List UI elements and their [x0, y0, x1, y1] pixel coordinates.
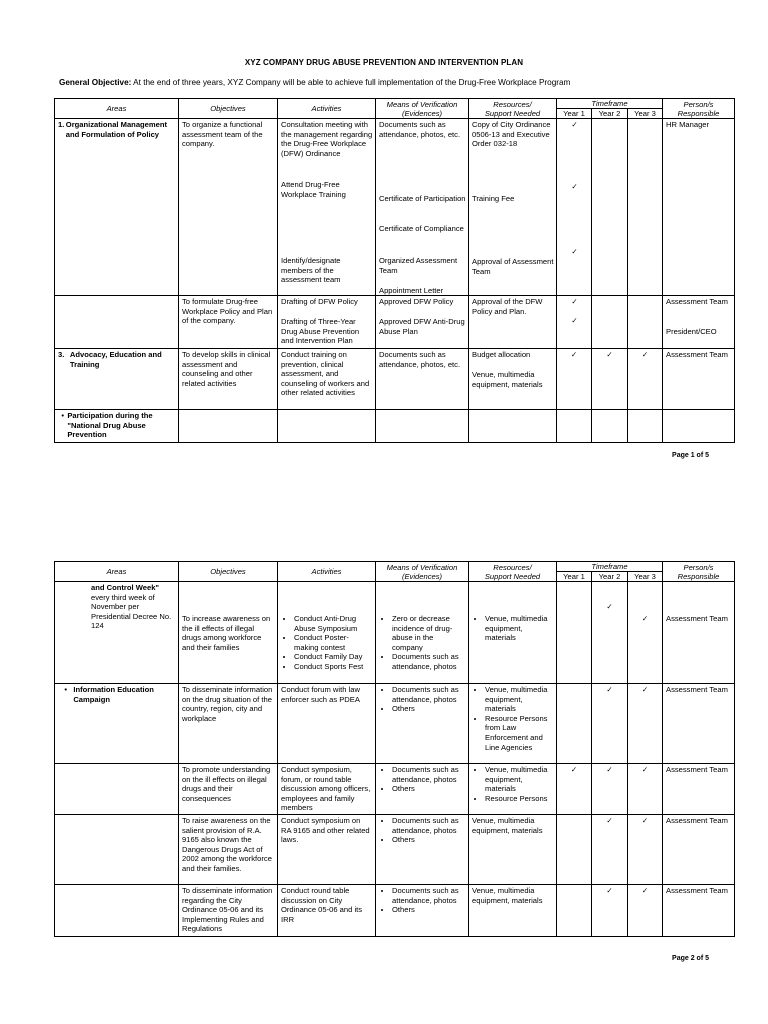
resources-list	[472, 685, 553, 752]
year3-cell	[628, 296, 663, 349]
area-cell	[55, 119, 179, 296]
list-item: • Others	[392, 704, 465, 714]
person-cell: Assessment Team	[663, 582, 735, 684]
means-text: Certificate of Participation	[379, 194, 466, 203]
list-item: • Documents such as attendance, photos	[392, 816, 465, 835]
list-item: • Documents such as attendance, photos	[392, 765, 465, 784]
resources-cell	[469, 349, 557, 410]
year3-cell	[628, 410, 663, 443]
means-list	[379, 765, 465, 794]
year2-cell: ✓	[592, 884, 628, 936]
area-cell	[55, 884, 179, 936]
objective-cell: To raise awareness on the salient provision of R.A. 9165 also known the Dangerous Drugs Act of 2002 among the workforce and their families.	[179, 814, 278, 884]
area-title: Advocacy, Education and Training	[69, 350, 162, 369]
header-timeframe: Timeframe	[557, 99, 663, 109]
area-number: 1.	[58, 120, 65, 129]
list-item: • Conduct Sports Fest	[294, 662, 372, 672]
list-item: • Venue, multimedia equipment, materials	[485, 765, 553, 794]
year1-cell	[557, 884, 592, 936]
resource-text: Budget allocation	[472, 350, 531, 359]
area-title: Organizational Management and Formulation of Policy	[65, 120, 168, 139]
header-year-3: Year 3	[628, 109, 663, 119]
list-item: • Documents such as attendance, photos	[392, 886, 465, 905]
header-person-line1: Person/s	[683, 99, 714, 109]
header-person-line2: Responsible	[677, 571, 720, 581]
header-year-2: Year 2	[592, 109, 628, 119]
person-cell: HR Manager	[663, 119, 735, 296]
document-title: XYZ COMPANY DRUG ABUSE PREVENTION AND INTERVENTION PLAN	[244, 58, 524, 67]
header-areas: Areas	[55, 99, 179, 119]
area-cell	[55, 814, 179, 884]
objective-cell	[179, 410, 278, 443]
check-mark: ✓	[571, 297, 578, 306]
bullet-icon: •	[61, 411, 65, 420]
year3-cell: ✓	[628, 582, 663, 684]
table-row	[55, 684, 735, 764]
header-means-line2: (Evidences)	[401, 571, 443, 581]
means-cell	[376, 296, 469, 349]
year2-cell: ✓	[592, 684, 628, 764]
header-activities: Activities	[278, 99, 376, 119]
list-item: • Documents such as attendance, photos	[392, 685, 465, 704]
person-text: President/CEO	[666, 327, 717, 336]
area-cell	[55, 684, 179, 764]
year2-cell	[592, 296, 628, 349]
person-cell: Assessment Team	[663, 814, 735, 884]
resources-cell: Venue, multimedia equipment, materials	[469, 814, 557, 884]
area-cell	[55, 764, 179, 815]
means-cell	[376, 764, 469, 815]
means-list	[379, 886, 465, 915]
means-cell	[376, 684, 469, 764]
plan-table-page-1	[54, 98, 735, 443]
means-text: Appointment Letter	[379, 286, 444, 295]
plan-table-page-2	[54, 561, 735, 937]
header-means-line1: Means of Verification	[386, 99, 458, 109]
table-row	[55, 349, 735, 410]
area-cell	[55, 410, 179, 443]
resource-text: Copy of City Ordinance 0506-13 and Executive Order 032-18	[472, 120, 551, 149]
year1-cell	[557, 119, 592, 296]
activities-cell: Conduct round table discussion on City Ordinance 05-06 and its IRR	[278, 884, 376, 936]
header-resources-line2: Support Needed	[484, 571, 541, 581]
list-item: • Venue, multimedia equipment, materials	[485, 614, 553, 643]
check-mark: ✓	[571, 247, 578, 256]
header-year-3: Year 3	[628, 572, 663, 582]
person-cell: Assessment Team	[663, 884, 735, 936]
list-item: • Conduct Family Day	[294, 652, 372, 662]
table-row	[55, 884, 735, 936]
year1-cell	[557, 410, 592, 443]
activities-cell: Conduct training on prevention, clinical assessment, and counseling of workers and other related activities	[278, 349, 376, 410]
year2-cell: ✓	[592, 349, 628, 410]
activities-cell	[278, 119, 376, 296]
list-item: • Others	[392, 784, 465, 794]
table-row	[55, 296, 735, 349]
list-item: • Conduct Anti-Drug Abuse Symposium	[294, 614, 372, 633]
year3-cell	[628, 119, 663, 296]
table-row	[55, 764, 735, 815]
header-means-line2: (Evidences)	[401, 108, 443, 118]
check-mark: ✓	[571, 120, 578, 129]
header-objectives: Objectives	[179, 99, 278, 119]
means-cell	[376, 884, 469, 936]
activities-cell: Conduct symposium on RA 9165 and other related laws.	[278, 814, 376, 884]
means-list	[379, 685, 465, 714]
area-cell	[55, 296, 179, 349]
person-cell: Assessment Team	[663, 349, 735, 410]
list-item: • Resource Persons	[485, 794, 553, 804]
general-objective-text: At the end of three years, XYZ Company will be able to achieve full implementation of the Drug-Free Workplace Program	[131, 78, 571, 87]
means-cell	[376, 119, 469, 296]
resources-cell: Venue, multimedia equipment, materials	[469, 884, 557, 936]
area-description: every third week of November per Presidential Decree No. 124	[91, 592, 172, 631]
means-text: Documents such as attendance, photos, etc.	[379, 120, 461, 139]
resources-cell	[469, 684, 557, 764]
header-person-line1: Person/s	[683, 562, 714, 572]
area-title: and Control Week"	[91, 583, 160, 592]
header-resources	[469, 562, 557, 582]
activity-text: Attend Drug-Free Workplace Training	[281, 180, 346, 199]
resources-list	[472, 765, 553, 803]
area-title: Participation during the "National Drug Abuse Prevention	[67, 411, 153, 440]
list-item: • Others	[392, 905, 465, 915]
header-person-responsible	[663, 562, 735, 582]
person-cell: Assessment Team	[663, 764, 735, 815]
objective-cell: To disseminate information regarding the City Ordinance 05-06 and its Implementing Rules and Regulations	[179, 884, 278, 936]
header-objectives: Objectives	[179, 562, 278, 582]
header-resources-line2: Support Needed	[484, 108, 541, 118]
year3-cell: ✓	[628, 684, 663, 764]
resources-cell	[469, 410, 557, 443]
year3-cell: ✓	[628, 764, 663, 815]
year2-cell: ✓	[592, 764, 628, 815]
year2-cell	[592, 119, 628, 296]
objective-cell: To disseminate information on the drug situation of the country, region, city and workplace	[179, 684, 278, 764]
list-item: • Venue, multimedia equipment, materials	[485, 685, 553, 714]
area-title: Information Education Campaign	[73, 685, 154, 704]
area-cell	[55, 582, 179, 684]
year1-cell	[557, 296, 592, 349]
person-cell	[663, 296, 735, 349]
header-resources-line1: Resources/	[493, 99, 532, 109]
means-cell: Documents such as attendance, photos, etc.	[376, 349, 469, 410]
objective-cell: To increase awareness on the ill effects of illegal drugs among workforce and their families	[179, 582, 278, 684]
page-number: Page 1 of 5	[672, 452, 709, 459]
means-cell	[376, 410, 469, 443]
list-item: • Conduct Poster-making contest	[294, 633, 372, 652]
resources-cell	[469, 119, 557, 296]
table-row	[55, 410, 735, 443]
resources-list	[472, 614, 553, 643]
person-cell: Assessment Team	[663, 684, 735, 764]
general-objective-label: General Objective:	[59, 78, 132, 87]
resources-cell	[469, 582, 557, 684]
person-cell	[663, 410, 735, 443]
means-cell	[376, 814, 469, 884]
header-means-of-verification	[376, 562, 469, 582]
means-list	[379, 816, 465, 845]
objective-cell: To promote understanding on the ill effects on illegal drugs and their consequences	[179, 764, 278, 815]
activities-cell	[278, 582, 376, 684]
objective-cell: To organize a functional assessment team of the company.	[179, 119, 278, 296]
bullet-icon: •	[64, 685, 67, 694]
activities-cell	[278, 296, 376, 349]
year3-cell: ✓	[628, 814, 663, 884]
person-text: Assessment Team	[666, 297, 728, 306]
table-row	[55, 814, 735, 884]
activity-text: Identify/designate members of the assessment team	[281, 256, 341, 285]
year1-cell	[557, 684, 592, 764]
year2-cell	[592, 410, 628, 443]
year1-cell	[557, 814, 592, 884]
activity-text: Drafting of Three-Year Drug Abuse Prevention and Intervention Plan	[281, 317, 360, 346]
year1-cell: ✓	[557, 764, 592, 815]
header-areas: Areas	[55, 562, 179, 582]
header-person-line2: Responsible	[677, 108, 720, 118]
activities-cell	[278, 410, 376, 443]
activities-cell: Conduct forum with law enforcer such as PDEA	[278, 684, 376, 764]
check-mark: ✓	[571, 316, 578, 325]
header-timeframe: Timeframe	[557, 562, 663, 572]
year3-cell: ✓	[628, 349, 663, 410]
resource-text: Approval of Assessment Team	[472, 257, 554, 276]
header-year-2: Year 2	[592, 572, 628, 582]
table-row	[55, 119, 735, 296]
header-activities: Activities	[278, 562, 376, 582]
header-means-line1: Means of Verification	[386, 562, 458, 572]
means-text: Organized Assessment Team	[379, 256, 458, 275]
activities-cell: Conduct symposium, forum, or round table discussion among officers, employees and family members	[278, 764, 376, 815]
header-year-1: Year 1	[557, 109, 592, 119]
resources-cell	[469, 764, 557, 815]
activity-text: Consultation meeting with the management regarding the Drug-Free Workplace (DFW) Ordinance	[281, 120, 373, 158]
list-item: • Others	[392, 835, 465, 845]
year1-cell: ✓	[557, 349, 592, 410]
means-text: Approved DFW Anti-Drug Abuse Plan	[379, 317, 465, 336]
resource-text: Venue, multimedia equipment, materials	[472, 370, 543, 389]
page-number: Page 2 of 5	[672, 955, 709, 962]
objective-cell: To formulate Drug-free Workplace Policy and Plan of the company.	[179, 296, 278, 349]
resources-cell: Approval of the DFW Policy and Plan.	[469, 296, 557, 349]
area-number: 3.	[58, 350, 65, 359]
header-resources	[469, 99, 557, 119]
means-cell	[376, 582, 469, 684]
general-objective	[59, 78, 570, 87]
table-row	[55, 582, 735, 684]
list-item: • Resource Persons from Law Enforcement and Line Agencies	[485, 714, 553, 752]
year1-cell	[557, 582, 592, 684]
header-means-of-verification	[376, 99, 469, 119]
activity-text: Drafting of DFW Policy	[281, 297, 358, 306]
means-text: Approved DFW Policy	[379, 297, 454, 306]
check-mark: ✓	[571, 182, 578, 191]
header-resources-line1: Resources/	[493, 562, 532, 572]
year2-cell: ✓	[592, 814, 628, 884]
means-text: Certificate of Compliance	[379, 224, 464, 233]
resource-text: Training Fee	[472, 194, 515, 203]
means-list	[379, 614, 465, 672]
activities-list	[281, 614, 372, 672]
year3-cell: ✓	[628, 884, 663, 936]
list-item: • Zero or decrease incidence of drug-abuse in the company	[392, 614, 465, 652]
area-cell	[55, 349, 179, 410]
header-person-responsible	[663, 99, 735, 119]
objective-cell: To develop skills in clinical assessment and counseling and other related activities	[179, 349, 278, 410]
list-item: • Documents such as attendance, photos	[392, 652, 465, 671]
header-year-1: Year 1	[557, 572, 592, 582]
year2-cell: ✓	[592, 582, 628, 684]
